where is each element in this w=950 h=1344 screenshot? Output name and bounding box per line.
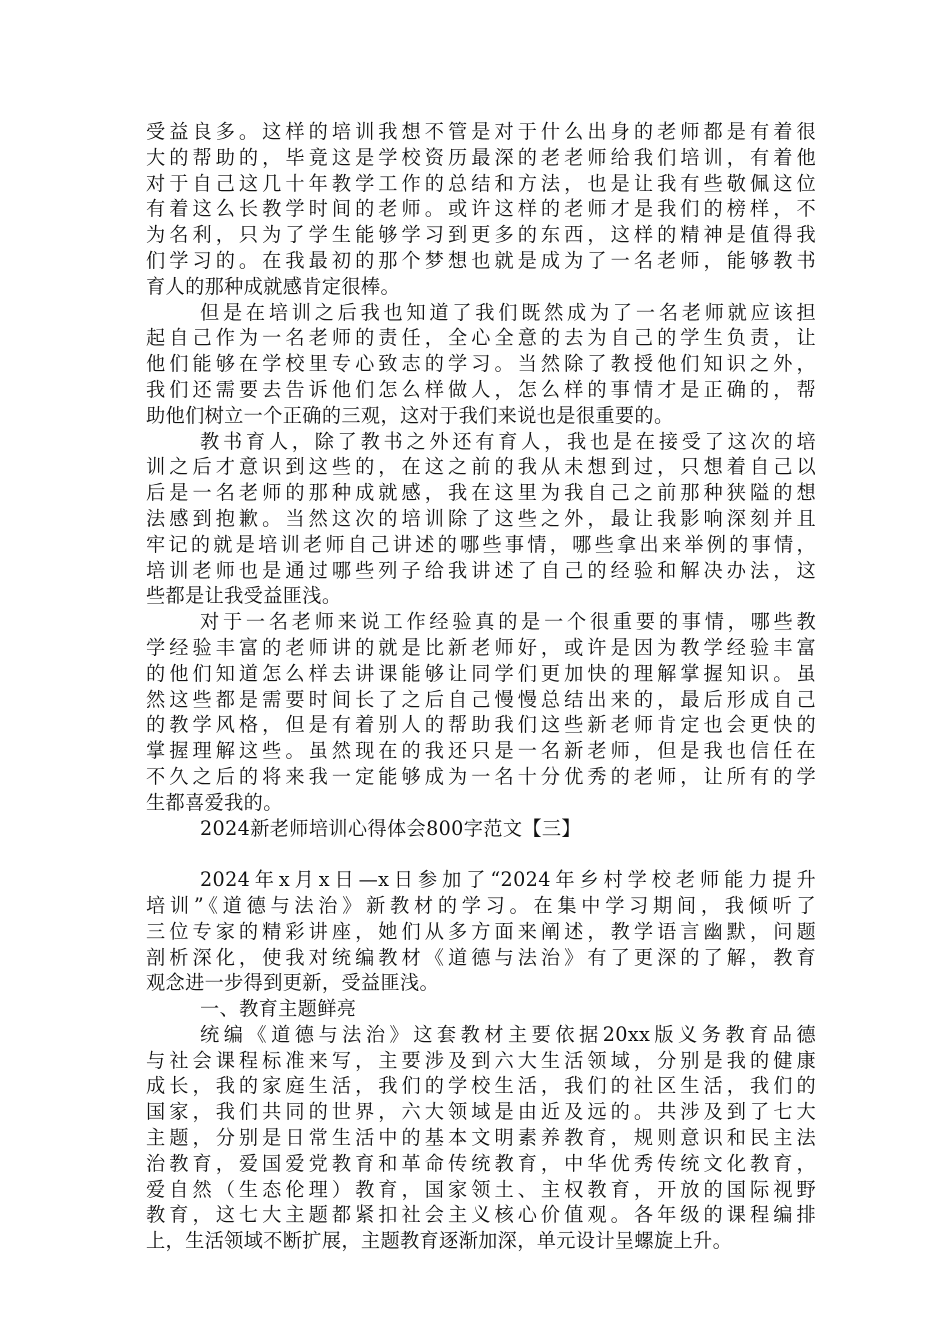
text-line: 治教育，爱国爱党教育和革命传统教育，中华优秀传统文化教育， xyxy=(146,1151,816,1175)
text-line: 生都喜爱我的。 xyxy=(146,790,283,814)
text-line: 掌握理解这些。虽然现在的我还只是一名新老师，但是我也信任在 xyxy=(146,739,816,763)
text-line: 些都是让我受益匪浅。 xyxy=(146,584,342,608)
text-line: 我们还需要去告诉他们怎么样做人，怎么样的事情才是正确的，帮 xyxy=(146,377,816,401)
text-line: 助他们树立一个正确的三观，这对于我们来说也是很重要的。 xyxy=(146,403,674,427)
text-line: 教育，这七大主题都紧扣社会主义核心价值观。各年级的课程编排 xyxy=(146,1203,816,1227)
text-line: 成长，我的家庭生活，我们的学校生活，我们的社区生活，我们的 xyxy=(146,1074,816,1098)
text-line: 受益良多。这样的培训我想不管是对于什么出身的老师都是有着很 xyxy=(146,120,816,143)
subheading: 一、教育主题鲜亮 xyxy=(200,997,357,1021)
text-line: 主题，分别是日常生活中的基本文明素养教育，规则意识和民主法 xyxy=(146,1126,816,1150)
text-line: 后是一名老师的那种成就感，我在这里为我自己之前那种狭隘的想 xyxy=(146,481,816,505)
text-line: 三位专家的精彩讲座，她们从多方面来阐述，教学语言幽默，问题 xyxy=(146,919,816,943)
text-line: 统编《道德与法治》这套教材主要依据20xx版义务教育品德 xyxy=(200,1022,816,1046)
paragraph xyxy=(146,609,816,815)
document-body xyxy=(146,119,816,1254)
paragraph xyxy=(146,119,816,300)
text-line: 与社会课程标准来写，主要涉及到六大生活领域，分别是我的健康 xyxy=(146,1048,816,1072)
text-line: 观念进一步得到更新，受益匪浅。 xyxy=(146,971,440,995)
text-line: 上，生活领域不断扩展，主题教育逐渐加深，单元设计呈螺旋上升。 xyxy=(146,1229,733,1253)
text-line: 训之后才意识到这些的，在这之前的我从未想到过，只想着自己以 xyxy=(146,455,816,479)
blank-line xyxy=(146,841,816,867)
text-line: 不久之后的将来我一定能够成为一名十分优秀的老师，让所有的学 xyxy=(146,764,816,788)
text-line: 培训老师也是通过哪些列子给我讲述了自己的经验和解决办法，这 xyxy=(146,558,816,582)
text-line: 大的帮助的，毕竟这是学校资历最深的老老师给我们培训，有着他 xyxy=(146,145,816,169)
text-line: 育人的那种成就感肯定很棒。 xyxy=(146,274,400,298)
text-line: 2024年x月x日—x日参加了“2024年乡村学校老师能力提升 xyxy=(200,868,816,892)
text-line: 然这些都是需要时间长了之后自己慢慢总结出来的，最后形成自己 xyxy=(146,687,816,711)
paragraph xyxy=(146,429,816,610)
paragraph xyxy=(146,867,816,996)
text-line: 教书育人，除了教书之外还有育人，我也是在接受了这次的培 xyxy=(200,429,816,453)
text-line: 的教学风格，但是有着别人的帮助我们这些新老师肯定也会更快的 xyxy=(146,713,816,737)
text-line: 他们能够在学校里专心致志的学习。当然除了教授他们知识之外， xyxy=(146,352,816,376)
text-line: 对于自己这几十年教学工作的总结和方法，也是让我有些敬佩这位 xyxy=(146,171,816,195)
text-line: 有着这么长教学时间的老师。或许这样的老师才是我们的榜样，不 xyxy=(146,197,816,221)
text-line: 对于一名老师来说工作经验真的是一个很重要的事情，哪些教 xyxy=(200,610,816,634)
text-line: 培训”《道德与法治》新教材的学习。在集中学习期间，我倾听了 xyxy=(146,893,816,917)
text-line: 但是在培训之后我也知道了我们既然成为了一名老师就应该担 xyxy=(200,300,816,324)
text-line: 学经验丰富的老师讲的就是比新老师好，或许是因为教学经验丰富 xyxy=(146,635,816,659)
text-line: 牢记的就是培训老师自己讲述的哪些事情，哪些拿出来举例的事情， xyxy=(146,532,816,556)
text-line: 爱自然（生态伦理）教育，国家领土、主权教育，开放的国际视野 xyxy=(146,1177,816,1201)
text-line: 们学习的。在我最初的那个梦想也就是成为了一名老师，能够教书 xyxy=(146,248,816,272)
text-line: 起自己作为一名老师的责任，全心全意的去为自己的学生负责，让 xyxy=(146,326,816,350)
text-line: 法感到抱歉。当然这次的培训除了这些之外，最让我影响深刻并且 xyxy=(146,506,816,530)
text-line: 国家，我们共同的世界，六大领域是由近及远的。共涉及到了七大 xyxy=(146,1100,816,1124)
text-line: 的他们知道怎么样去讲课能够让同学们更加快的理解掌握知识。虽 xyxy=(146,661,816,685)
paragraph xyxy=(146,300,816,429)
section-title: 2024新老师培训心得体会800字范文【三】 xyxy=(200,816,581,840)
text-line: 剖析深化，使我对统编教材《道德与法治》有了更深的了解，教育 xyxy=(146,945,816,969)
text-line: 为名利，只为了学生能够学习到更多的东西，这样的精神是值得我 xyxy=(146,223,816,247)
paragraph xyxy=(146,1022,816,1254)
